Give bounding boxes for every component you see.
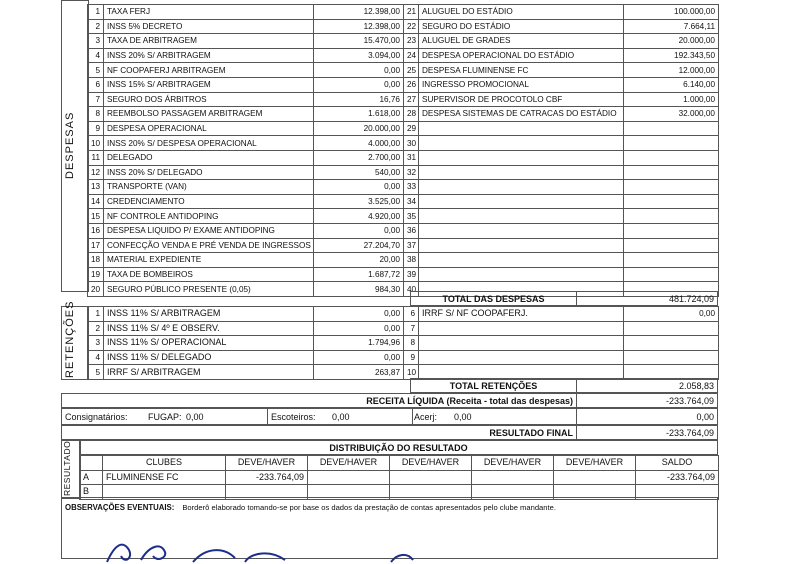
item-value xyxy=(624,267,719,282)
item-label: CONFECÇÃO VENDA E PRÉ VENDA DE INGRESSOS xyxy=(104,238,314,253)
item-value: 16,76 xyxy=(314,92,404,107)
despesas-row xyxy=(88,223,719,238)
item-value: 27.204,70 xyxy=(314,238,404,253)
resultado-final-row xyxy=(61,425,577,440)
despesas-section-label: DESPESAS xyxy=(64,111,76,179)
item-number: 26 xyxy=(404,77,419,92)
item-label: NF CONTROLE ANTIDOPING xyxy=(104,209,314,224)
item-number: 6 xyxy=(88,77,104,92)
item-value: 3.525,00 xyxy=(314,194,404,209)
retencoes-section-label: RETENÇÕES xyxy=(64,300,76,378)
item-number: 13 xyxy=(88,180,104,195)
row-letter: A xyxy=(80,470,103,485)
item-value xyxy=(624,121,719,136)
item-number: 38 xyxy=(404,253,419,268)
item-number: 16 xyxy=(88,223,104,238)
item-number: 1 xyxy=(88,5,104,20)
deve-haver-value xyxy=(554,470,636,485)
despesas-row xyxy=(88,5,719,20)
item-label xyxy=(419,165,624,180)
distribuicao-title: DISTRIBUIÇÃO DO RESULTADO xyxy=(79,440,718,455)
item-number: 1 xyxy=(88,307,104,322)
item-value: 984,30 xyxy=(314,282,404,297)
item-number: 28 xyxy=(404,107,419,122)
item-number: 14 xyxy=(88,194,104,209)
retencoes-row xyxy=(88,336,719,351)
item-number: 35 xyxy=(404,209,419,224)
despesas-row xyxy=(88,194,719,209)
column-header: DEVE/HAVER xyxy=(390,456,472,471)
item-label: NF COOPAFERJ ARBITRAGEM xyxy=(104,63,314,78)
item-number: 5 xyxy=(88,63,104,78)
despesas-row xyxy=(88,136,719,151)
header-blank xyxy=(80,456,103,471)
item-label: INSS 15% S/ ARBITRAGEM xyxy=(104,77,314,92)
item-value xyxy=(624,223,719,238)
item-value: 0,00 xyxy=(624,307,719,322)
item-value: 2.700,00 xyxy=(314,150,404,165)
item-label: TAXA DE BOMBEIROS xyxy=(104,267,314,282)
item-label: SEGURO DOS ÁRBITROS xyxy=(104,92,314,107)
despesas-row xyxy=(88,150,719,165)
item-value xyxy=(624,180,719,195)
item-label: IRRF S/ ARBITRAGEM xyxy=(104,365,314,380)
item-value: 20,00 xyxy=(314,253,404,268)
despesas-row xyxy=(88,180,719,195)
item-value: 1.687,72 xyxy=(314,267,404,282)
despesas-row xyxy=(88,238,719,253)
item-number: 20 xyxy=(88,282,104,297)
item-number: 15 xyxy=(88,209,104,224)
consignatarios-row xyxy=(61,408,577,425)
item-label xyxy=(419,223,624,238)
item-value: 0,00 xyxy=(314,63,404,78)
deve-haver-value xyxy=(472,470,554,485)
item-number: 40 xyxy=(404,282,419,297)
despesas-row xyxy=(88,165,719,180)
distribuicao-header-row xyxy=(80,456,719,471)
deve-haver-value xyxy=(308,470,390,485)
receita-liquida-label: RECEITA LÍQUIDA (Receita - total das despesas) xyxy=(366,395,573,406)
item-label xyxy=(419,238,624,253)
item-label xyxy=(419,267,624,282)
item-label: CREDENCIAMENTO xyxy=(104,194,314,209)
receita-liquida-row xyxy=(61,393,577,408)
item-number: 19 xyxy=(88,267,104,282)
item-value xyxy=(624,194,719,209)
item-label: INSS 20% S/ ARBITRAGEM xyxy=(104,48,314,63)
column-header: DEVE/HAVER xyxy=(554,456,636,471)
total-retencoes-label: TOTAL RETENÇÕES xyxy=(410,378,577,393)
item-value xyxy=(624,336,719,351)
item-number: 2 xyxy=(88,321,104,336)
item-value: 1.794,96 xyxy=(314,336,404,351)
total-retencoes-value: 2.058,83 xyxy=(576,378,718,393)
resultado-section-label: RESULTADO xyxy=(62,440,72,497)
item-number: 37 xyxy=(404,238,419,253)
item-number: 39 xyxy=(404,267,419,282)
item-label: INSS 11% S/ 4º E OBSERV. xyxy=(104,321,314,336)
item-label: SUPERVISOR DE PROCOTOLO CBF xyxy=(419,92,624,107)
despesas-row xyxy=(88,107,719,122)
item-number: 25 xyxy=(404,63,419,78)
item-number: 12 xyxy=(88,165,104,180)
item-number: 29 xyxy=(404,121,419,136)
item-label: DESPESA FLUMINENSE FC xyxy=(419,63,624,78)
item-value xyxy=(624,253,719,268)
item-label: DELEGADO xyxy=(104,150,314,165)
club-name: FLUMINENSE FC xyxy=(103,470,226,485)
item-number: 6 xyxy=(404,307,419,322)
item-number: 3 xyxy=(88,336,104,351)
despesas-row xyxy=(88,267,719,282)
column-header: DEVE/HAVER xyxy=(472,456,554,471)
item-value xyxy=(624,350,719,365)
observacoes-text: Borderô elaborado tomando-se por base os dados da prestação de contas apresentados pelo clube mandante. xyxy=(182,503,556,512)
item-value: 1.000,00 xyxy=(624,92,719,107)
resultado-final-label: RESULTADO FINAL xyxy=(489,427,573,438)
column-header: DEVE/HAVER xyxy=(226,456,308,471)
item-label: ALUGUEL DO ESTÁDIO xyxy=(419,5,624,20)
item-label xyxy=(419,150,624,165)
item-value: 1.618,00 xyxy=(314,107,404,122)
item-label: TAXA FERJ xyxy=(104,5,314,20)
despesas-row xyxy=(88,253,719,268)
item-value: 4.920,00 xyxy=(314,209,404,224)
item-label: IRRF S/ NF COOPAFERJ. xyxy=(419,307,624,322)
fugap-label: FUGAP: xyxy=(148,411,182,422)
item-label xyxy=(419,194,624,209)
item-label xyxy=(419,253,624,268)
item-value: 6.140,00 xyxy=(624,77,719,92)
item-label xyxy=(419,121,624,136)
column-header: DEVE/HAVER xyxy=(308,456,390,471)
escoteiros-label: Escoteiros: xyxy=(271,411,316,422)
item-label: TRANSPORTE (VAN) xyxy=(104,180,314,195)
item-value: 540,00 xyxy=(314,165,404,180)
item-label: INSS 5% DECRETO xyxy=(104,19,314,34)
item-number: 18 xyxy=(88,253,104,268)
escoteiros-value: 0,00 xyxy=(332,411,350,422)
item-label: TAXA DE ARBITRAGEM xyxy=(104,34,314,49)
despesas-row xyxy=(88,19,719,34)
item-number: 22 xyxy=(404,19,419,34)
item-value: 20.000,00 xyxy=(624,34,719,49)
deve-haver-value: -233.764,09 xyxy=(226,470,308,485)
item-label: INSS 11% S/ OPERACIONAL xyxy=(104,336,314,351)
consignatarios-label: Consignatários: xyxy=(65,411,128,422)
item-value xyxy=(624,209,719,224)
item-number: 27 xyxy=(404,92,419,107)
total-despesas-label: TOTAL DAS DESPESAS xyxy=(410,291,577,306)
item-number: 9 xyxy=(404,350,419,365)
despesas-table xyxy=(87,4,719,297)
item-label xyxy=(419,336,624,351)
item-label xyxy=(419,136,624,151)
item-number: 30 xyxy=(404,136,419,151)
despesas-row xyxy=(88,77,719,92)
item-label: DESPESA SISTEMAS DE CATRACAS DO ESTÁDIO xyxy=(419,107,624,122)
item-value: 12.000,00 xyxy=(624,63,719,78)
item-value: 263,87 xyxy=(314,365,404,380)
item-value: 12.398,00 xyxy=(314,19,404,34)
item-number: 8 xyxy=(88,107,104,122)
item-value xyxy=(624,165,719,180)
item-label: INSS 11% S/ DELEGADO xyxy=(104,350,314,365)
item-value: 7.664,11 xyxy=(624,19,719,34)
item-number: 4 xyxy=(88,48,104,63)
row-letter: B xyxy=(80,485,103,500)
despesas-row xyxy=(88,63,719,78)
item-label: DESPESA OPERACIONAL xyxy=(104,121,314,136)
distribuicao-table xyxy=(79,455,719,500)
item-label xyxy=(419,209,624,224)
item-number: 21 xyxy=(404,5,419,20)
despesas-row xyxy=(88,34,719,49)
item-value: 0,00 xyxy=(314,321,404,336)
item-number: 36 xyxy=(404,223,419,238)
item-label xyxy=(419,180,624,195)
item-number: 7 xyxy=(404,321,419,336)
item-number: 5 xyxy=(88,365,104,380)
item-value: 32.000,00 xyxy=(624,107,719,122)
item-number: 31 xyxy=(404,150,419,165)
despesas-row xyxy=(88,121,719,136)
item-value: 0,00 xyxy=(314,180,404,195)
item-label: INSS 20% S/ DELEGADO xyxy=(104,165,314,180)
item-label xyxy=(419,350,624,365)
resultado-final-value: -233.764,09 xyxy=(576,425,718,440)
item-value: 0,00 xyxy=(314,350,404,365)
observacoes-label: OBSERVAÇÕES EVENTUAIS: xyxy=(65,503,175,512)
item-label: ALUGUEL DE GRADES xyxy=(419,34,624,49)
item-value xyxy=(624,238,719,253)
consignatarios-total: 0,00 xyxy=(576,408,718,425)
item-value: 100.000,00 xyxy=(624,5,719,20)
item-number: 32 xyxy=(404,165,419,180)
retencoes-row xyxy=(88,350,719,365)
deve-haver-value xyxy=(390,470,472,485)
despesas-row xyxy=(88,92,719,107)
item-number: 8 xyxy=(404,336,419,351)
acerj-label: Acerj: xyxy=(414,411,438,422)
item-number: 11 xyxy=(88,150,104,165)
item-label: MATERIAL EXPEDIENTE xyxy=(104,253,314,268)
item-number: 10 xyxy=(88,136,104,151)
item-number: 7 xyxy=(88,92,104,107)
signature-scribble xyxy=(95,536,455,564)
item-value: 12.398,00 xyxy=(314,5,404,20)
item-value: 0,00 xyxy=(314,223,404,238)
column-header: CLUBES xyxy=(103,456,226,471)
item-number: 24 xyxy=(404,48,419,63)
item-number: 34 xyxy=(404,194,419,209)
item-number: 33 xyxy=(404,180,419,195)
distribuicao-row xyxy=(80,470,719,485)
item-value: 15.470,00 xyxy=(314,34,404,49)
item-label: INGRESSO PROMOCIONAL xyxy=(419,77,624,92)
item-value: 0,00 xyxy=(314,307,404,322)
item-number: 10 xyxy=(404,365,419,380)
item-value: 20.000,00 xyxy=(314,121,404,136)
column-header: SALDO xyxy=(636,456,719,471)
despesas-row xyxy=(88,209,719,224)
item-number: 2 xyxy=(88,19,104,34)
item-value xyxy=(624,321,719,336)
total-despesas-value: 481.724,09 xyxy=(576,291,718,306)
fugap-value: 0,00 xyxy=(186,411,204,422)
item-value: 4.000,00 xyxy=(314,136,404,151)
item-label: INSS 11% S/ ARBITRAGEM xyxy=(104,307,314,322)
item-value: 3.094,00 xyxy=(314,48,404,63)
item-number: 23 xyxy=(404,34,419,49)
receita-liquida-value: -233.764,09 xyxy=(576,393,718,408)
item-number: 4 xyxy=(88,350,104,365)
item-label: INSS 20% S/ DESPESA OPERACIONAL xyxy=(104,136,314,151)
item-label xyxy=(419,321,624,336)
retencoes-row xyxy=(88,307,719,322)
despesas-row xyxy=(88,48,719,63)
item-number: 17 xyxy=(88,238,104,253)
item-label: DESPESA OPERACIONAL DO ESTÁDIO xyxy=(419,48,624,63)
item-number: 9 xyxy=(88,121,104,136)
acerj-value: 0,00 xyxy=(454,411,472,422)
item-value xyxy=(624,136,719,151)
saldo-value: -233.764,09 xyxy=(636,470,719,485)
item-number: 3 xyxy=(88,34,104,49)
item-label: DESPESA LIQUIDO P/ EXAME ANTIDOPING xyxy=(104,223,314,238)
item-value: 192.343,50 xyxy=(624,48,719,63)
item-label: SEGURO PÚBLICO PRESENTE (0,05) xyxy=(104,282,314,297)
item-label: REEMBOLSO PASSAGEM ARBITRAGEM xyxy=(104,107,314,122)
item-value xyxy=(624,150,719,165)
item-value: 0,00 xyxy=(314,77,404,92)
retencoes-table xyxy=(87,306,719,380)
item-label: SEGURO DO ESTÁDIO xyxy=(419,19,624,34)
retencoes-row xyxy=(88,321,719,336)
